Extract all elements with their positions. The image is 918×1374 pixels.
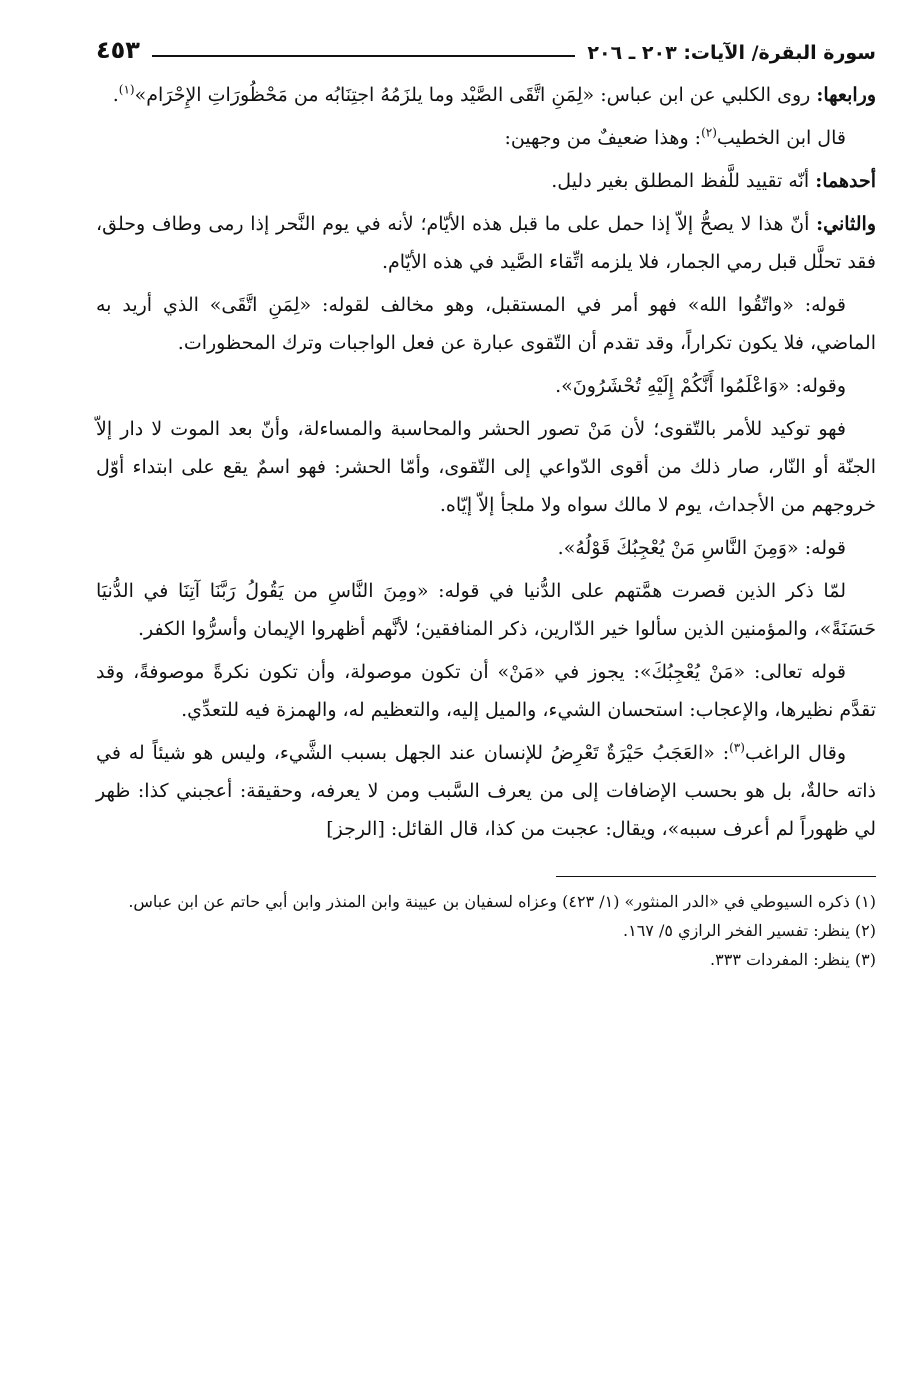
footnotes — [96, 887, 876, 974]
paragraph-resurrection: فهو توكيد للأمر بالتّقوى؛ لأن مَنْ تصور الحشر والمحاسبة والمساءلة، وأنّ بعد الموت لا دار إلاّ الجنّة أو النّار، صار ذلك من أقوى الدّواعي إلى التّقوى، وأمّا الحشر: فهو اسمٌ يقع على ابتداء أوّل خروجهم من الأجداث، يوم لا مالك سواه ولا ملجأ إلاّ إيّاه. — [96, 418, 876, 516]
paragraph-second-reason — [96, 205, 876, 281]
paragraph-verse-gathered: وقوله: «وَاعْلَمُوا أَنَّكُمْ إِلَيْهِ تُحْشَرُونَ». — [555, 375, 846, 397]
paragraph-label: ورابعها: — [816, 84, 876, 106]
main-text — [96, 76, 876, 848]
paragraph-text: وقال الراغب — [744, 742, 846, 764]
paragraph-ibn-khatib — [96, 119, 876, 157]
paragraph-label: أحدهما: — [815, 170, 876, 192]
paragraph-verse-people: قوله: «وَمِنَ النَّاسِ مَنْ يُعْجِبُكَ قَوْلُهُ». — [557, 537, 846, 559]
surah-title: سورة البقرة/ الآيات: ٢٠٣ ـ ٢٠٦ — [587, 42, 876, 64]
footnote-ref-2: (٢) — [701, 125, 717, 140]
header-rule — [152, 55, 575, 57]
paragraph-text: أنّه تقييد للَّفظ المطلق بغير دليل. — [551, 170, 816, 192]
paragraph-end: . — [112, 84, 119, 106]
paragraph-first-reason — [96, 162, 876, 200]
paragraph-end: : وهذا ضعيفٌ من وجهين: — [504, 127, 702, 149]
paragraph-text: أنّ هذا لا يصحُّ إلاّ إذا حمل على ما قبل هذه الأيّام؛ لأنه في يوم النَّحر إذا رمى وطاف وحلق، فقد تحلَّل قبل رمي الجمار، فلا يلزمه اتِّقاء الصَّيد في هذه الأيّام. — [96, 213, 876, 273]
footnote-ref-1: (١) — [118, 82, 135, 97]
paragraph-text: قال ابن الخطيب — [716, 127, 846, 149]
footnote-ref-3: (٣) — [729, 740, 745, 755]
page-header — [96, 30, 876, 64]
footnote-3: (٣) ينظر: المفردات ٣٣٣. — [710, 950, 876, 969]
paragraph-raghib — [96, 734, 876, 848]
footnote-separator — [556, 876, 876, 877]
paragraph-fear-allah: قوله: «واتّقُوا الله» فهو أمر في المستقبل، وهو مخالف لقوله: «لِمَنِ اتَّقَى» الذي أريد به الماضي، فلا يكون تكراراً، وقد تقدم أن التّقوى عبارة عن فعل الواجبات وترك المحظورات. — [96, 294, 876, 354]
footnote-1: (١) ذكره السيوطي في «الدر المنثور» (١/ ٤٢٣) وعزاه لسفيان بن عيينة وابن المنذر وابن أبي حاتم عن ابن عباس. — [128, 892, 876, 911]
paragraph-text: روى الكلبي عن ابن عباس: «لِمَنِ اتَّقَى الصَّيْد وما يلزَمُهُ اجتِنَابُه من مَحْظُورَاتِ الإِحْرَام» — [134, 84, 817, 106]
paragraph-end: : «العَجَبُ حَيْرَةٌ تَعْرِضُ للإنسان عند الجهل بسبب الشَّيء، وليس هو شيئاً له في ذاته حالةٌ، بل هو بحسب الإضافات إلى من يعرف السَّبب ومن لا يعرفه، وحقيقة: أعجبني كذا: ظهر لي ظهوراً لم أعرف سببه»، ويقال: عجبت من كذا، قال القائل: [الرجز] — [96, 742, 876, 840]
footnote-2: (٢) ينظر: تفسير الفخر الرازي ٥/ ١٦٧. — [623, 921, 876, 940]
paragraph-hypocrites: لمّا ذكر الذين قصرت همَّتهم على الدُّنيا في قوله: «ومِنَ النَّاسِ من يَقُولُ رَبَّنَا آتِنَا في الدُّنيَا حَسَنَةً»، والمؤمنين الذين سألوا خير الدّارين، ذكر المنافقين؛ لأنَّهم أظهروا الإيمان وأسرُّوا الكفر. — [96, 580, 876, 640]
page-number: ٤٥٣ — [96, 36, 140, 64]
paragraph-fourth-opinion — [96, 76, 876, 114]
paragraph-grammar: قوله تعالى: «مَنْ يُعْجِبُكَ»: يجوز في «مَنْ» أن تكون موصولة، وأن تكون نكرةً موصوفةً، وقد تقدَّم نظيرها، والإعجاب: استحسان الشيء، والميل إليه، والتعظيم له، والهمزة فيه للتعدِّي. — [96, 661, 876, 721]
paragraph-label: والثاني: — [816, 213, 876, 235]
